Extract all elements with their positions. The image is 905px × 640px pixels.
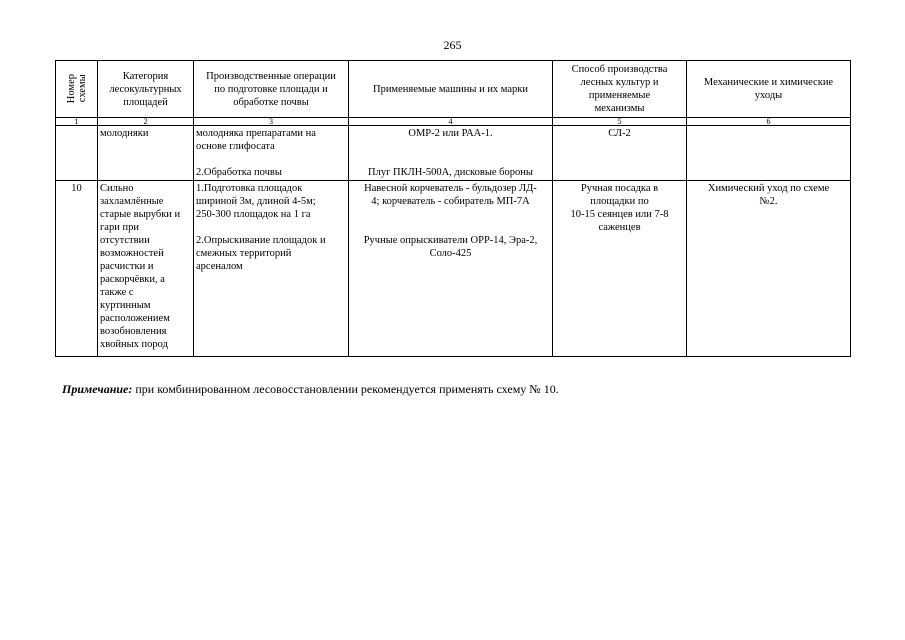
column-number-row: [56, 118, 851, 126]
cell-method: СЛ-2: [553, 126, 687, 181]
column-number: 1: [56, 118, 98, 126]
cell-operations: молодняка препаратами на основe глифосата 2.Обработка почвы: [194, 126, 349, 181]
cell-operations: 1.Подготовка площадок шириной 3м, длиной 4-5м; 250-300 площадок на 1 га 2.Опрыскивание площадок и смежных территорий арсеналом: [194, 181, 349, 357]
cell-machines: ОМР-2 или РАА-1. Плуг ПКЛН-500А, дисковые бороны: [349, 126, 553, 181]
table-row: [56, 126, 851, 181]
header-machines: Применяемые машины и их марки: [349, 61, 553, 118]
footnote-label: Примечание:: [62, 382, 133, 396]
header-operations: Производственные операции по подготовке площади и обработке почвы: [194, 61, 349, 118]
cell-category: Сильно захламлённые старые вырубки и гари при отсутствии возможностей расчистки и раскорчёвки, а также с куртинным расположением возобновления хвойных пород: [98, 181, 194, 357]
footnote-text: при комбинированном лесовосстановлении рекомендуется применять схему № 10.: [132, 382, 559, 396]
column-number: 6: [687, 118, 851, 126]
column-number: 5: [553, 118, 687, 126]
cell-care: [687, 126, 851, 181]
column-number: 2: [98, 118, 194, 126]
forest-schemes-table: [55, 60, 851, 357]
header-category: Категория лесокультурных площадей: [98, 61, 194, 118]
footnote: [62, 382, 559, 397]
table-row: [56, 181, 851, 357]
cell-scheme: [56, 126, 98, 181]
cell-scheme: 10: [56, 181, 98, 357]
header-scheme-number: [56, 61, 98, 118]
cell-method: Ручная посадка в площадки по 10-15 сеянцев или 7-8 саженцев: [553, 181, 687, 357]
cell-care: Химический уход по схеме №2.: [687, 181, 851, 357]
header-care: Механические и химические уходы: [687, 61, 851, 118]
header-scheme-number-label: Номер схемы: [65, 74, 88, 104]
column-number: 4: [349, 118, 553, 126]
header-row: [56, 61, 851, 118]
header-method: Способ производства лесных культур и применяемые механизмы: [553, 61, 687, 118]
page-number: 265: [443, 38, 462, 52]
cell-category: молодняки: [98, 126, 194, 181]
column-number: 3: [194, 118, 349, 126]
cell-machines: Навесной корчеватель - бульдозер ЛД- 4; корчеватель - собиратель МП-7А Ручные опрыскиватели ОРР-14, Эра-2, Соло-425: [349, 181, 553, 357]
